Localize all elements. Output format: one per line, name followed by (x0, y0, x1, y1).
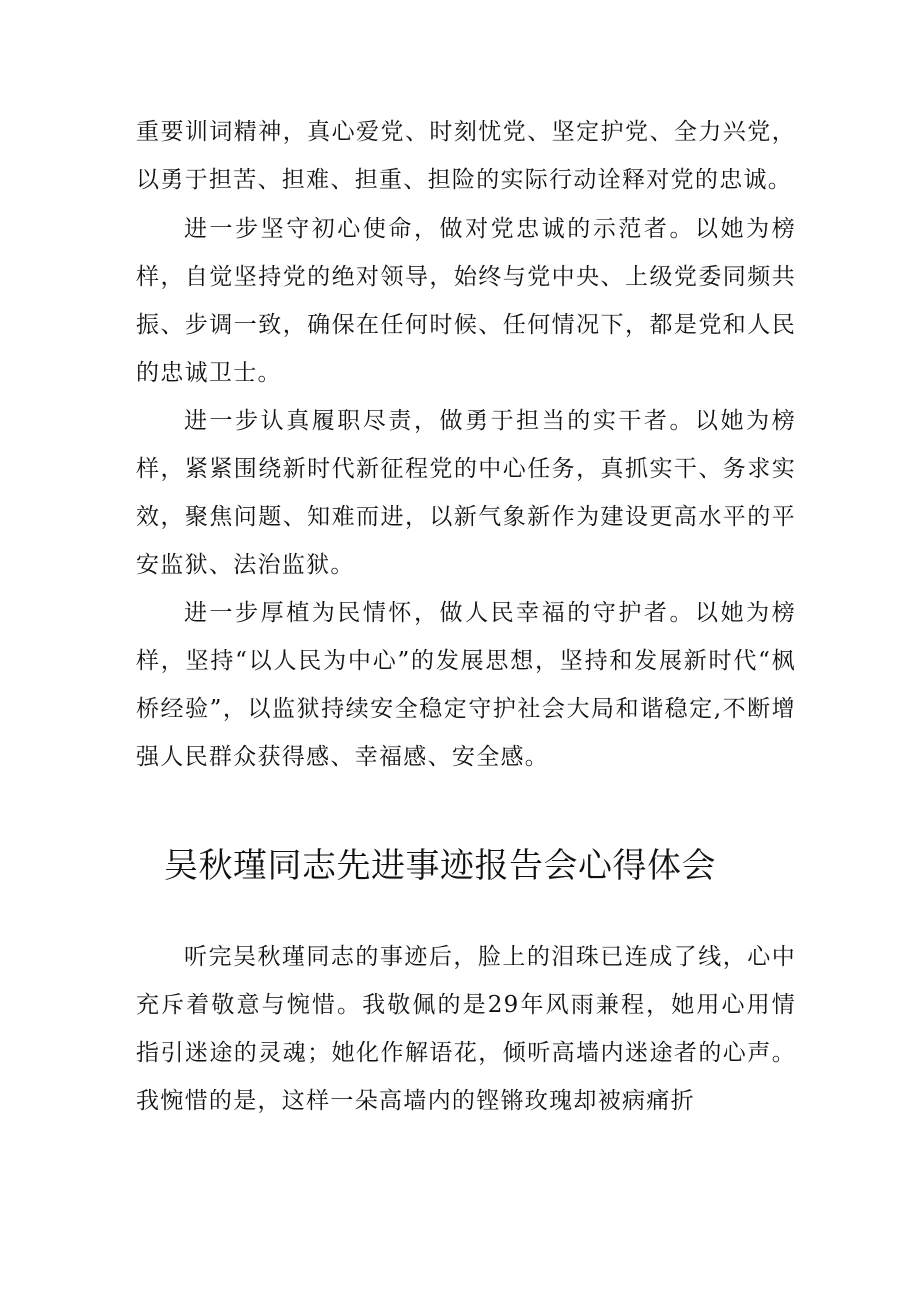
paragraph-duty: 进一步认真履职尽责，做勇于担当的实干者。以她为榜样，紧紧围绕新时代新征程党的中心任务，真抓实干、务求实效，聚焦问题、知难而进，以新气象新作为建设更高水平的平安监狱、法治监狱。 (136, 408, 796, 578)
paragraph-reflection: 听完吴秋瑾同志的事迹后，脸上的泪珠已连成了线，心中充斥着敬意与惋惜。我敬佩的是29年风雨兼程，她用心用情指引迷途的灵魂；她化作解语花，倾听高墙内迷途者的心声。我惋惜的是，这样一朵高墙内的铿锵玫瑰却被病痛折 (136, 944, 796, 1114)
paragraph-people: 进一步厚植为民情怀，做人民幸福的守护者。以她为榜样，坚持“以人民为中心”的发展思想，坚持和发展新时代“枫桥经验”，以监狱持续安全稳定守护社会大局和谐稳定,不断增强人民群众获得感、幸福感、安全感。 (136, 600, 796, 770)
section-title: 吴秋瑾同志先进事迹报告会心得体会 (164, 846, 716, 886)
paragraph-continuation: 重要训词精神，真心爱党、时刻忧党、坚定护党、全力兴党，以勇于担苦、担难、担重、担险的实际行动诠释对党的忠诚。 (136, 119, 796, 193)
paragraph-loyalty: 进一步坚守初心使命，做对党忠诚的示范者。以她为榜样，自觉坚持党的绝对领导，始终与党中央、上级党委同频共振、步调一致，确保在任何时候、任何情况下，都是党和人民的忠诚卫士。 (136, 216, 796, 386)
